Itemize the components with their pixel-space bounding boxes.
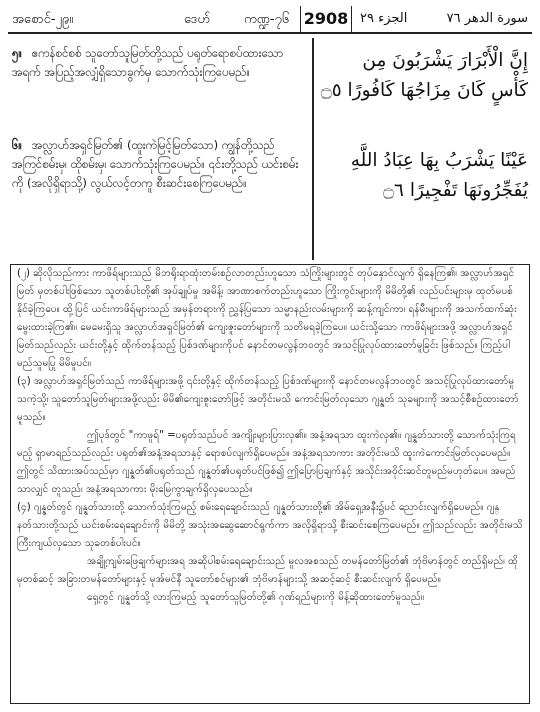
commentary-box <box>10 264 530 704</box>
commentary-paragraph: ရှေ့တွင် ဂျန္နတ်သို့ လားကြမည့် သူတော်သူမြတ်တို့၏ ဂုဏ်ရည်များကို မိန့်ဆိုထားတော်မူသည်။ <box>87 592 425 603</box>
verse-text: ဧကန်စင်စစ် သူတော်သူမြတ်တို့သည် ပရုတ်ရောစပ်ထားသောအရက် အပြည့်အလျှံရှိသောခွက်မှ သောက်သုံးကြပေမည်။ <box>12 46 284 79</box>
header-volume: အစောင်-၂၉။ <box>12 12 74 27</box>
verse-5-arabic: إِنَّ الْأَبْرَارَ يَشْرَبُونَ مِن كَأْسٍ كَانَ مِزَاجُهَا كَافُورًا ۝٥ <box>320 50 528 101</box>
verse-number: ၆။ <box>12 138 23 152</box>
verse-6-translation <box>12 136 302 193</box>
quran-page <box>8 6 532 706</box>
commentary-paragraph: ဤပုဒ်တွင် "ကာဖူရ်" =ပရုတ်သည်ပင် အကျိုးများပြားလှ၏။ အနံ့အရသာ ထူးကဲလှ၏။ ဂျန္နတ်သားတို့ သောက်သုံးကြရမည့် ရှာမာရည်သည်လည်း ပရုတ်၏အနံ့အရသာနှင့် ရောစပ်လျက်ရှိပေမည်။ အနံ့အရသာကား အတိုင်းမသိ ထူးကဲကောင်းမြတ်လှပေမည်။ ဤတွင် သိထားအပ်သည်မှာ ဂျန္နတ်၏ပရုတ်သည် ဂျန္နတ်၏ပရုတ်ပင်ဖြစ်၍ ဤပြောပြချက်နှင့် အသိုင်းအဝိုင်းဆင်တူမည်မဟုတ်ပေ။ အမည်သာလျှင် တူသည်၊ အနံ့အရသာကား မိုးမြေကွာချက်ရှိလှပေသည်။ <box>17 430 517 495</box>
verse-section <box>8 38 532 260</box>
verse-5-translation <box>12 44 302 82</box>
verse-text: အလ္လာဟ်အရှင်မြတ်၏ (ထူးကဲမြင့်မြတ်သော) ကျွန်တို့သည် အကြင်စမ်းမှ၊ ထိုစမ်းမှ၊ သောက်သုံးကြပေမည်။ ၎င်းတို့သည် ယင်းစမ်းကို (အလိုရှိရာသို့) လွယ်လင့်တကူ စီးဆင်းစေကြပေမည်။ <box>12 138 299 190</box>
page-header <box>8 6 532 34</box>
commentary-paragraph: အချို့ကျမ်းဖြေချက်များအရ အဆိုပါစမ်းရေချောင်းသည် မူလအစသည် တမန်တော်မြတ်၏ ဘုံဗိမာန်တွင် တည်ရှိမည်၊ ထိုမှတစ်ဆင့် အခြားတမန်တော်များနှင့် မုအ်မင်နီ သူတော်စင်များ၏ ဘုံဗိမာန်များသို့ အဆင့်ဆင့် စီးဆင်းလျက် ရှိပေမည်။ <box>17 556 519 585</box>
header-juz-ar: الجزء ٢٩ <box>360 11 408 26</box>
header-juz-my: ကဏ္ဍ-၇၆ <box>244 12 290 27</box>
footnote-3: (၃) အလ္လာဟ်အရှင်မြတ်သည် ကာဖိရ်များအဖို့ ၎င်းတို့နှင့် ထိုက်တန်သည့် ပြစ်ဒဏ်များကို နောင်တမလွန်ဘဝတွင် အသင့်ပြုလုပ်ထားတော်မူသကဲ့သို့၊ သူတော်သူမြတ်များအဖို့လည်း မိမိ၏ကျေးဇူးတော်ဖြင့် အတိုင်းမသိ ကောင်းမြတ်လှသော ဂျန္နတ် သုခများကို အသင့်စီစဉ်ထားတော်မူသည်။ <box>17 376 519 423</box>
verse-6-arabic: عَيْنًا يَشْرَبُ بِهَا عِبَادُ اللَّهِ يُفَجِّرُونَهَا تَفْجِيرًا ۝٦ <box>350 150 528 201</box>
footnote-4: (၄) ဂျန္နတ်တွင် ဂျန္နတ်သားတို့ သောက်သုံးကြမည့် စမ်းရေချောင်းသည် ဂျန္နတ်သားတို့၏ အိမ်ရှေ့အနီး၌ပင် ညောင်းလျက်ရှိပေမည်။ ဂျန္နတ်သားတို့သည် ယင်းစမ်းရေချောင်းကို မိမိတို့ အသုံးအဆွေဆောင်ရွက်ကာ အလိုရှိရာသို့ စီးဆင်းစေကြပေမည်။ ဤသည်လည်း အတိုင်းမသိ ကြီးကျယ်လှသော သုခတစ်ပါးပင်။ <box>17 502 523 549</box>
header-surah-ar: سورة الدهر ٧٦ <box>446 11 528 26</box>
header-surah-my: ဒေဟ် <box>184 12 211 27</box>
verse-number: ၅။ <box>12 46 23 60</box>
page-number: 2908 <box>300 6 352 32</box>
footnote-2: (၂) ဆိုလိုသည်ကား ကာဖိရ်များသည် မိဘရိုးရာထုံးတမ်းစဉ်လာတည်းဟူသော သံကြိုးများတွင် တုပ်နှောင်လျက် ရှိနေကြ၏၊ အလ္လာဟ်အရှင်မြတ် မှတစ်ပါးဖြစ်သော သူတစ်ပါးတို့၏ အုပ်ချုပ်မှု အမိန့်၊ အာဏာစက်တည်းဟူသော ကြိုးကွင်းများကို မိမိတို့၏ လည်ပင်းများမှ ထုတ်မပစ်နိုင်ခဲ့ကြပေ။ ထို့ပြင် ယင်းကာဖိရ်များသည် အမှန်တရားကို ညွှန်ပြသော သမ္မာနည်းလမ်းများကို ဆန့်ကျင်ကာ၊ ရန်မီးများကို အသက်ထက်ဆုံး မွေးထားခဲ့ကြ၏။ မေမေးရှိသူ အလ္လာဟ်အရှင်မြတ်၏ ကျေးဇူးတော်များကို သတိမရခဲ့ကြပေ။ ယင်းသို့သော ကာဖိရ်များအဖို့ အလ္လာဟ်အရှင်မြတ်သည်လည်း ယင်းတို့နှင့် ထိုက်တန်သည့် ပြစ်ဒဏ်များကိုပင် နောင်တမလွန်ဘဝတွင် အသင့်ပြုလုပ်ထားတော်မူခြင်း ဖြစ်သည်။ ကြည့်ပါ မည်သူမပြု မိမိမူပင်။ <box>17 268 517 369</box>
column-divider <box>312 38 314 260</box>
